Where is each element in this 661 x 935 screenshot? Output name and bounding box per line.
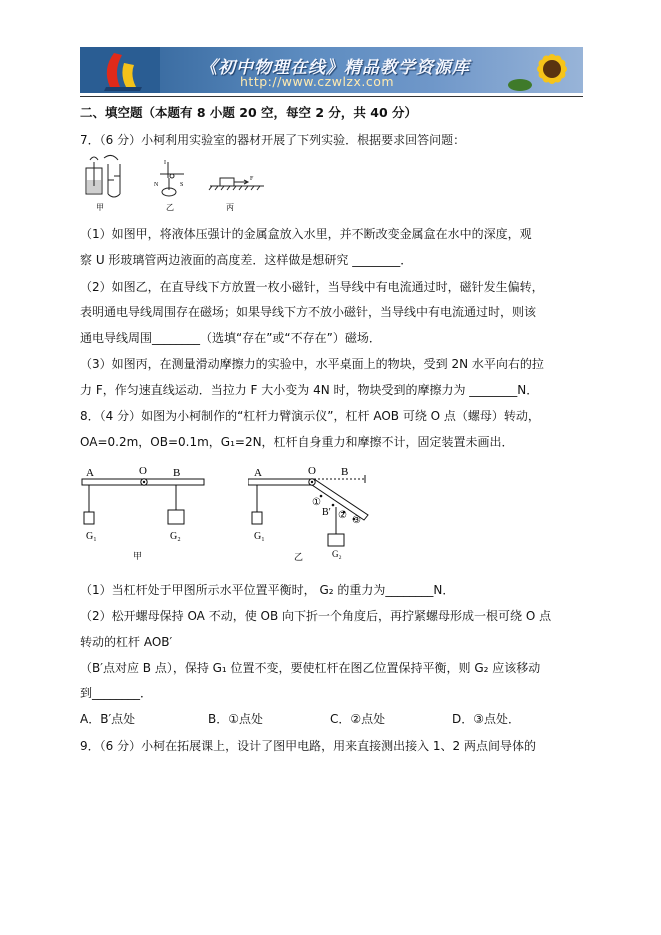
q8-stem-line1: 8．（4 分）如图为小柯制作的“杠杆力臂演示仪”，杠杆 AOB 可绕 O 点（螺母）转动， <box>80 409 540 423</box>
q8-option-b: B．①点处 <box>208 712 263 726</box>
svg-text:G₁: G₁ <box>86 531 97 542</box>
wire-compass-figure <box>160 162 184 196</box>
svg-text:②: ② <box>338 510 347 521</box>
caption-jia: 甲 <box>133 551 143 561</box>
q7-p2-line2: 表明通电导线周围存在磁场；如果导线下方不放小磁针，当导线中有电流通过时，则该 <box>80 305 537 319</box>
svg-text:A: A <box>86 467 94 479</box>
svg-text:B: B <box>341 466 349 478</box>
q8-option-a: A．B′点处 <box>80 712 136 726</box>
svg-text:G₁: G₁ <box>254 531 265 542</box>
pressure-gauge-figure <box>86 155 120 197</box>
svg-text:B′: B′ <box>322 507 331 518</box>
q8-p2-line4: 到________． <box>80 686 153 700</box>
svg-text:O: O <box>139 465 147 477</box>
svg-text:G₂: G₂ <box>170 531 181 542</box>
bent-lever <box>248 479 368 520</box>
section-heading: 二、填空题（本题有 8 小题 20 空，每空 2 分，共 40 分） <box>80 105 418 120</box>
header-banner <box>80 47 583 93</box>
svg-text:B: B <box>173 467 181 479</box>
svg-text:①: ① <box>312 497 321 508</box>
sunflower-image <box>508 47 583 93</box>
q8-option-d: D．③点处． <box>452 712 520 726</box>
q7-p1-line1: （1）如图甲，将液体压强计的金属盒放入水里，并不断改变金属盒在水中的深度，观 <box>80 227 532 241</box>
svg-text:O: O <box>308 465 316 477</box>
banner-url[interactable]: http://www.czwlzx.com <box>240 74 395 89</box>
q7-p2-line3: 通电导线周围________（选填“存在”或“不存在”）磁场． <box>80 331 381 345</box>
q7-p1-line2: 察 U 形玻璃管两边液面的高度差．这样做是想研究 ________． <box>80 253 413 267</box>
q8-figure-jia <box>80 460 215 568</box>
q8-option-c: C．②点处 <box>330 712 386 726</box>
q8-p1: （1）当杠杆处于甲图所示水平位置平衡时， G₂ 的重力为________N． <box>80 583 455 597</box>
q9-stem: 9．（6 分）小柯在拓展课上，设计了图甲电路，用来直接测出接入 1、2 两点间导体的 <box>80 739 536 753</box>
svg-text:N: N <box>154 182 159 188</box>
q7-p3-line1: （3）如图丙，在测量滑动摩擦力的实验中，水平桌面上的物块，受到 2N 水平向右的拉 <box>80 357 544 371</box>
caption-yi: 乙 <box>294 552 304 562</box>
q8-p2-line2: 转动的杠杆 AOB′ <box>80 635 173 649</box>
banner-title: 《初中物理在线》精品教学资源库 <box>200 58 470 78</box>
weight-g1 <box>84 512 94 524</box>
svg-text:S: S <box>180 182 184 188</box>
fig-label-bing: 丙 <box>226 203 234 212</box>
header-divider <box>80 96 583 97</box>
q8-stem-line2: OA=0.2m，OB=0.1m，G₁=2N，杠杆自身重力和摩擦不计，固定装置未画出． <box>80 435 514 449</box>
q8-figure-yi <box>248 460 378 568</box>
q7-p3-line2: 力 F，作匀速直线运动．当拉力 F 大小变为 4N 时，物块受到的摩擦力为 ________N． <box>80 383 539 397</box>
q7-p2-line1: （2）如图乙，在直导线下方放置一枚小磁针，当导线中有电流通过时，磁针发生偏转， <box>80 280 544 294</box>
svg-text:G₂: G₂ <box>332 549 342 559</box>
friction-block-figure <box>209 178 264 190</box>
site-logo <box>80 47 160 93</box>
svg-text:F: F <box>250 176 254 182</box>
weight-g2 <box>168 510 184 524</box>
q7-stem: 7．（6 分）小柯利用实验室的器材开展了下列实验．根据要求回答问题： <box>80 133 466 147</box>
fig-label-yi: 乙 <box>166 203 174 212</box>
q8-p2-line1: （2）松开螺母保持 OA 不动，使 OB 向下折一个角度后，再拧紧螺母形成一根可绕 O 点 <box>80 609 552 623</box>
q8-p2-line3: （B′点对应 B 点），保持 G₁ 位置不变，要使杠杆在图乙位置保持平衡，则 G₂ 应该移动 <box>80 661 541 675</box>
svg-text:③: ③ <box>352 515 361 526</box>
svg-text:A: A <box>254 467 262 479</box>
fig-label-jia: 甲 <box>96 203 104 212</box>
q7-figures <box>80 152 280 218</box>
svg-text:I: I <box>164 160 166 166</box>
